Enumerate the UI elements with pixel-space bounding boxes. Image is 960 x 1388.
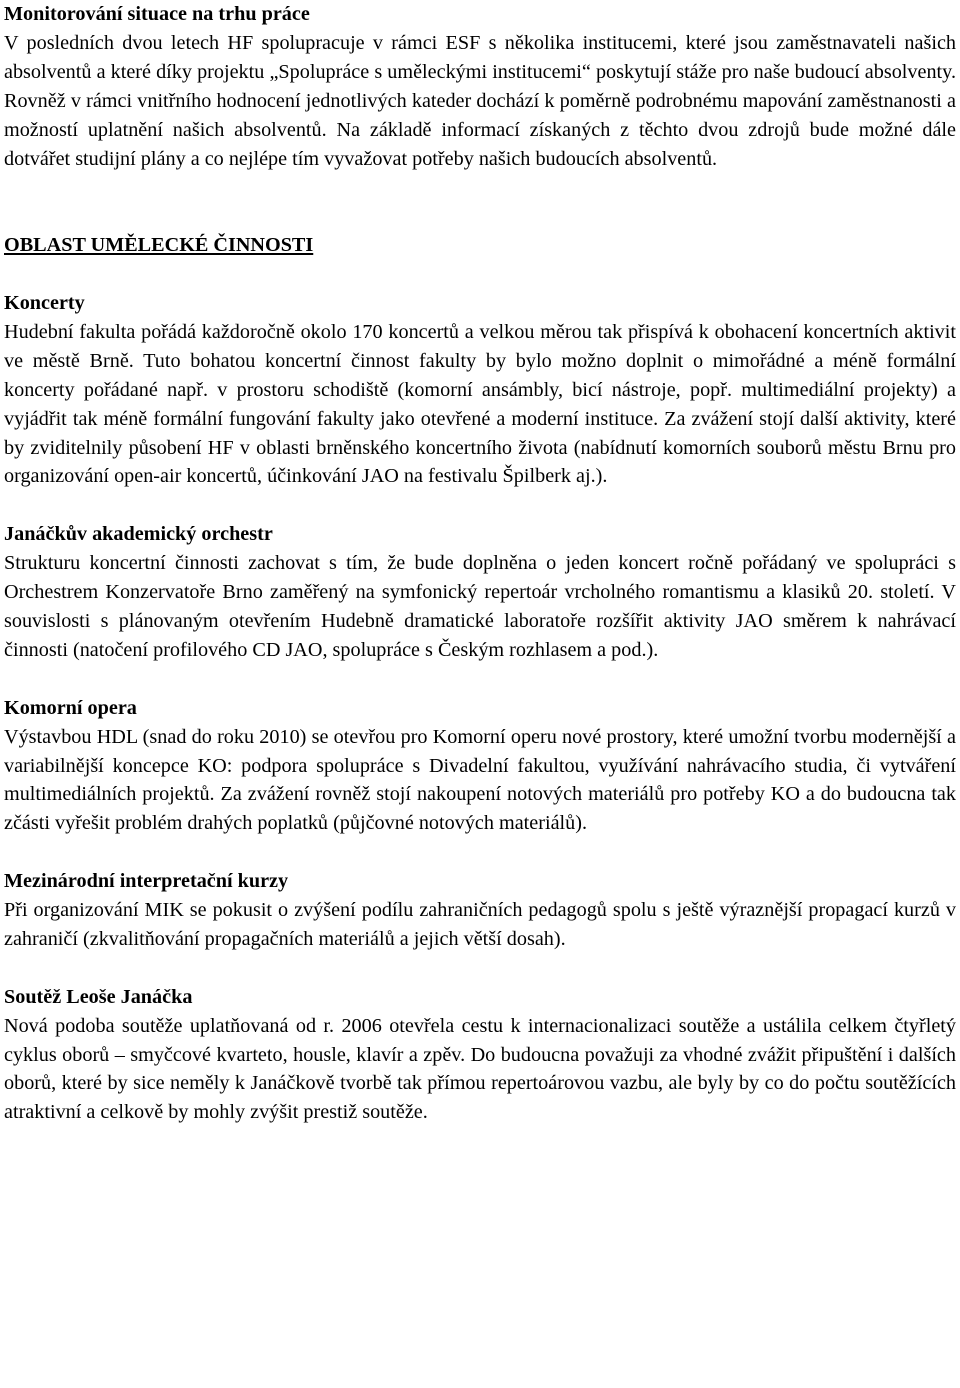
spacer [4, 838, 956, 867]
paragraph-jao: Strukturu koncertní činnosti zachovat s tím, že bude doplněna o jeden koncert ročně pořádaný ve spolupráci s Orchestrem Konzervatoře Brno zaměřený na symfonický repertoár vrcholného romantismu a klasiků 20. století. V souvislosti s plánovaným otevřením Hudebně dramatické laboratoře rozšířit aktivity JAO směrem k nahrávací činnosti (natočení profilového CD JAO, spolupráce s Českým rozhlasem a pod.). [4, 552, 956, 661]
heading-opera: Komorní opera [4, 696, 137, 719]
heading-jao: Janáčkův akademický orchestr [4, 523, 273, 546]
paragraph-monitoring: V posledních dvou letech HF spolupracuje v rámci ESF s několika institucemi, které jsou zaměstnavateli našich absolventů a které díky projektu „Spolupráce s uměleckými institucemi“ poskytují stáže pro naše budoucí absolventy. Rovněž v rámci vnitřního hodnocení jednotlivých kateder dochází k poměrně podrobnému mapování zaměstnanosti a možností uplatnění našich absolventů. Na základě informací získaných z těchto dvou zdrojů bude možné dále dotvářet studijní plány a co nejlépe tím vyvažovat potřeby našich budoucích absolventů. [4, 31, 956, 170]
heading-soutez: Soutěž Leoše Janáčka [4, 985, 193, 1008]
heading-monitoring: Monitorování situace na trhu práce [4, 3, 310, 25]
section-title: OBLAST UMĚLECKÉ ČINNOSTI [4, 234, 314, 257]
paragraph-opera: Výstavbou HDL (snad do roku 2010) se otevřou pro Komorní operu nové prostory, které umožní tvorbu modernější a variabilnější koncepce KO: podpora spolupráce s Divadelní fakultou, využívání nahrávacího studia, či vytváření multimediálních projektů. Za zvážení rovněž stojí nakoupení notových materiálů pro potřeby KO a do budoucna tak zčásti vyřešit problém drahých poplatků (půjčovné notových materiálů). [4, 725, 956, 835]
spacer [4, 954, 956, 983]
document-page [4, 0, 956, 1127]
heading-mik: Mezinárodní interpretační kurzy [4, 870, 289, 893]
paragraph-mik: Při organizování MIK se pokusit o zvýšení podílu zahraničních pedagogů spolu s ještě výraznější propagací kurzů v zahraničí (zkvalitňování propagačních materiálů a jejich větší dosah). [4, 899, 956, 950]
spacer [4, 665, 956, 694]
heading-koncerty: Koncerty [4, 292, 85, 315]
paragraph-koncerty: Hudební fakulta pořádá každoročně okolo 170 koncertů a velkou měrou tak přispívá k obohacení koncertních aktivit ve městě Brně. Tuto bohatou koncertní činnost fakulty by bylo možno doplnit o mimořádné a méně formální koncerty pořádané např. v prostoru schodiště (komorní ansámbly, bicí nástroje, popř. multimediální projekty) a vyjádřit tak méně formální fungování fakulty jako otevřené a moderní instituce. Za zvážení stojí další aktivity, které by zviditelnily působení HF v oblasti brněnského koncertního života (nabídnutí komorních souborů městu Brnu pro organizování open-air koncertů, účinkování JAO na festivalu Špilberk aj.). [4, 320, 956, 488]
spacer [4, 491, 956, 520]
spacer [4, 173, 956, 231]
paragraph-soutez: Nová podoba soutěže uplatňovaná od r. 2006 otevřela cestu k internacionalizaci soutěže a ustálila celkem čtyřletý cyklus oborů – smyčcové kvarteto, housle, klavír a zpěv. Do budoucna považuji za vhodné zvážit připuštění i dalších oborů, které by sice neměly k Janáčkově tvorbě tak přímou repertoárovou vazbu, ale byly by co do počtu soutěžících atraktivní a celkově by mohly zvýšit prestiž soutěže. [4, 1014, 956, 1124]
spacer [4, 260, 956, 289]
